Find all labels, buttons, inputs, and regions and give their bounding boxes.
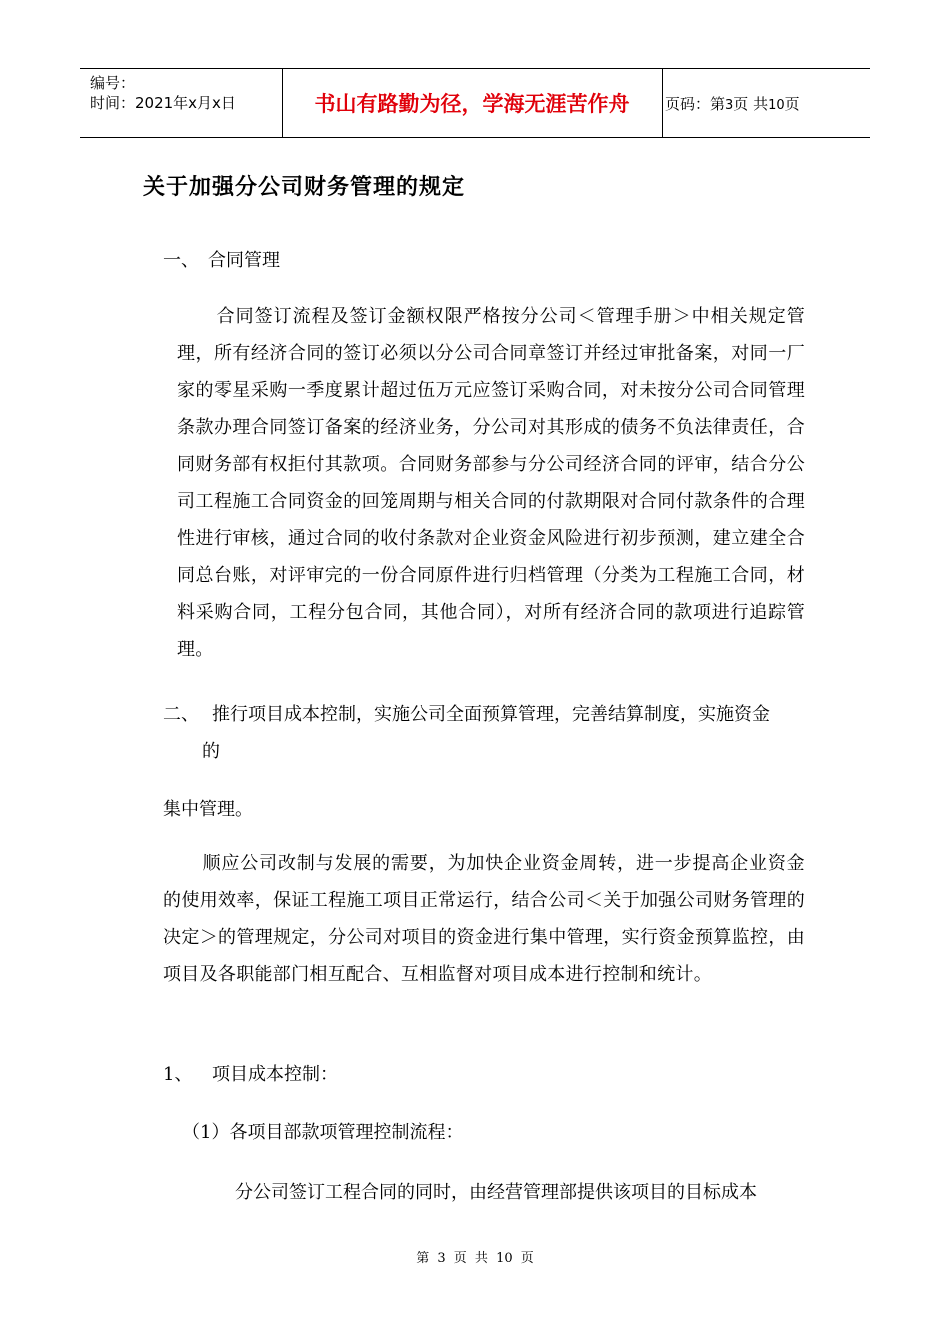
- page-mid: 页 共: [733, 95, 769, 113]
- page-label: 页码：第: [665, 95, 726, 113]
- section-1-body: 合同签订流程及签订金额权限严格按分公司＜管理手册＞中相关规定管理，所有经济合同的签订必须以分公司合同章签订并经过审批备案，对同一厂家的零星采购一季度累计超过伍万元应签订采购合同，对未按分公司合同管理条款办理合同签订备案的经济业务，分公司对其形成的债务不负法律责任，合同财务部有权拒付其款项。合同财务部参与分公司经济合同的评审，结合分公司工程施工合同资金的回笼周期与相关合同的付款期限对合同付款条件的合理性进行审核，通过合同的收付条款对企业资金风险进行初步预测，建立建全合同总台账，对评审完的一份合同原件进行归档管理（分类为工程施工合同，材料采购合同，工程分包合同，其他合同），对所有经济合同的款项进行追踪管理。: [177, 306, 805, 660]
- footer-current-page: 3: [437, 1251, 446, 1266]
- subitem-1-heading: （1）各项目部款项管理控制流程：: [182, 1122, 464, 1143]
- item-1-heading: 项目成本控制：: [212, 1064, 338, 1085]
- header-meta: [90, 73, 236, 113]
- footer-mid: 页 共: [453, 1251, 488, 1266]
- section-2-heading-line1: 推行项目成本控制，实施公司全面预算管理，完善结算制度，实施资金: [212, 704, 770, 725]
- document-title: 关于加强分公司财务管理的规定: [143, 175, 466, 200]
- section-2-heading-line3: 集中管理。: [163, 799, 253, 820]
- page-header: [80, 68, 870, 138]
- header-motto: 书山有路勤为径，学海无涯苦作舟: [314, 92, 630, 116]
- page-footer: [0, 1247, 950, 1266]
- footer-prefix: 第: [416, 1251, 430, 1266]
- page-current: 3: [725, 98, 734, 113]
- footer-suffix: 页: [520, 1251, 534, 1266]
- serial-number-label: 编号：: [90, 74, 136, 92]
- page-end: 页: [784, 95, 800, 113]
- section-1-heading: 一、 合同管理: [163, 250, 280, 271]
- footer-total-pages: 10: [496, 1251, 513, 1266]
- item-1-number: 1、: [163, 1064, 193, 1085]
- subitem-1-body: 分公司签订工程合同的同时，由经营管理部提供该项目的目标成本: [235, 1182, 757, 1203]
- section-2-number: 二、: [163, 704, 199, 725]
- header-divider: [662, 69, 663, 137]
- section-2-heading-line2: 的: [202, 741, 220, 762]
- section-2-body: 顺应公司改制与发展的需要，为加快企业资金周转，进一步提高企业资金的使用效率，保证工程施工项目正常运行，结合公司＜关于加强公司财务管理的决定＞的管理规定，分公司对项目的资金进行集中管理，实行资金预算监控，由项目及各职能部门相互配合、互相监督对项目成本进行控制和统计。: [163, 853, 805, 985]
- page-total: 10: [768, 98, 785, 113]
- date-label: 时间：2021年x月x日: [90, 94, 236, 112]
- header-page-indicator: [665, 93, 800, 114]
